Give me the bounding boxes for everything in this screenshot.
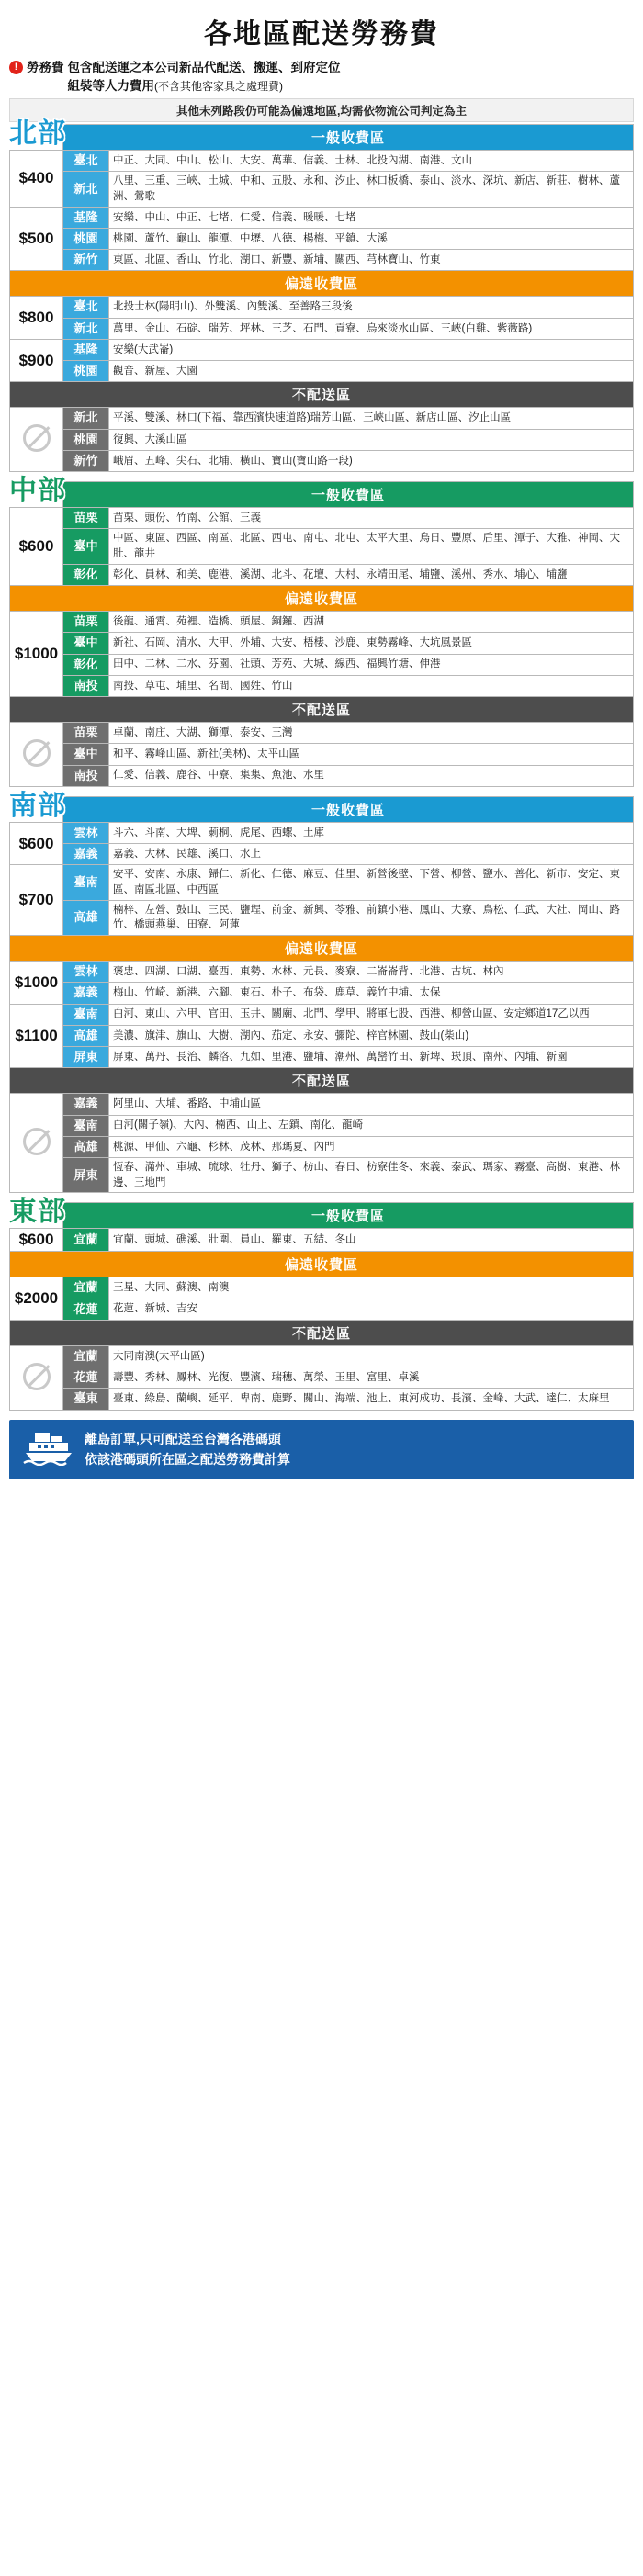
fee-note-label: 勞務費 [27, 61, 64, 74]
areas-cell: 嘉義、大林、民雄、溪口、水上 [109, 844, 634, 865]
fee-note-line2: 組裝等人力費用 [67, 78, 154, 93]
city-cell: 彰化 [63, 564, 109, 585]
region-north [9, 118, 634, 472]
region-central [9, 476, 634, 787]
section-head-normal: 一般收費區 [63, 1203, 634, 1229]
section-head-remote: 偏遠收費區 [10, 271, 634, 297]
city-cell: 宜蘭 [63, 1277, 109, 1299]
fee-note-line1: 包含配送運之本公司新品代配送、搬運、到府定位 [67, 61, 341, 74]
city-cell: 臺南 [63, 865, 109, 900]
areas-cell: 白河、東山、六甲、官田、玉井、關廟、北門、學甲、將軍七股、西港、柳營山區、安定鄉道17乙以西 [109, 1004, 634, 1025]
section-head-remote: 偏遠收費區 [10, 1252, 634, 1277]
region-south [9, 790, 634, 1194]
region-east-table [9, 1202, 634, 1410]
city-cell: 嘉義 [63, 844, 109, 865]
no-entry-icon [23, 739, 51, 767]
areas-cell: 白河(關子嶺)、大內、楠西、山上、左鎮、南化、龍崎 [109, 1115, 634, 1136]
city-cell: 桃園 [63, 429, 109, 450]
city-cell: 新北 [63, 172, 109, 207]
ship-icon [22, 1429, 75, 1470]
price-cell: $1100 [10, 1004, 63, 1068]
city-cell: 雲林 [63, 962, 109, 983]
price-cell: $900 [10, 339, 63, 382]
areas-cell: 峨眉、五峰、尖石、北埔、橫山、寶山(寶山路一段) [109, 450, 634, 471]
areas-cell: 梅山、竹崎、新港、六腳、東石、朴子、布袋、鹿草、義竹中埔、太保 [109, 983, 634, 1004]
areas-cell: 宜蘭、頭城、礁溪、壯圍、員山、羅東、五結、冬山 [109, 1229, 634, 1252]
region-label-east: 東部 [9, 1197, 66, 1228]
no-entry-icon [23, 1363, 51, 1390]
areas-cell: 三星、大同、蘇澳、南澳 [109, 1277, 634, 1299]
footer-text [85, 1429, 290, 1470]
areas-cell: 臺東、綠島、蘭嶼、延平、卑南、鹿野、關山、海端、池上、東河成功、長濱、金峰、大武、達仁、太麻里 [109, 1389, 634, 1410]
city-cell: 彰化 [63, 654, 109, 675]
areas-cell: 斗六、斗南、大埤、莿桐、虎尾、西螺、土庫 [109, 822, 634, 843]
section-head-normal: 一般收費區 [63, 482, 634, 508]
areas-cell: 復興、大溪山區 [109, 429, 634, 450]
city-cell: 雲林 [63, 822, 109, 843]
areas-cell: 卓蘭、南庄、大湖、獅潭、泰安、三灣 [109, 723, 634, 744]
footer-banner [9, 1420, 634, 1479]
section-head-nodeliver: 不配送區 [10, 382, 634, 408]
areas-cell: 和平、霧峰山區、新社(美林)、太平山區 [109, 744, 634, 765]
fee-note [9, 59, 634, 95]
section-head-nodeliver: 不配送區 [10, 697, 634, 723]
city-cell: 基隆 [63, 339, 109, 360]
region-label-north: 北部 [9, 118, 66, 150]
areas-cell: 後龍、通霄、苑裡、造橋、頭屋、銅鑼、西湖 [109, 612, 634, 633]
areas-cell: 安樂(大武崙) [109, 339, 634, 360]
areas-cell: 北投士林(陽明山)、外雙溪、內雙溪、至善路三段後 [109, 297, 634, 318]
areas-cell: 美濃、旗津、旗山、大樹、湖內、茄定、永安、彌陀、梓官林園、鼓山(柴山) [109, 1025, 634, 1046]
region-label-central: 中部 [9, 476, 66, 507]
areas-cell: 壽豐、秀林、鳳林、光復、豐濱、瑞穗、萬榮、玉里、富里、卓溪 [109, 1367, 634, 1389]
areas-cell: 平溪、雙溪、林口(下福、靠西濱快速道路)瑞芳山區、三峽山區、新店山區、汐止山區 [109, 408, 634, 429]
section-head-normal: 一般收費區 [63, 125, 634, 151]
price-cell: $700 [10, 865, 63, 936]
city-cell: 宜蘭 [63, 1345, 109, 1367]
city-cell: 屏東 [63, 1047, 109, 1068]
areas-cell: 屏東、萬丹、長治、麟洛、九如、里港、鹽埔、潮州、萬巒竹田、新埤、崁頂、南州、內埔、新園 [109, 1047, 634, 1068]
price-cell: $400 [10, 151, 63, 208]
city-cell: 桃園 [63, 228, 109, 249]
price-cell: $600 [10, 822, 63, 865]
city-cell: 臺東 [63, 1389, 109, 1410]
areas-cell: 桃園、蘆竹、龜山、龍潭、中壢、八德、楊梅、平鎮、大溪 [109, 228, 634, 249]
areas-cell: 阿里山、大埔、番路、中埔山區 [109, 1094, 634, 1115]
no-delivery-icon-cell [10, 723, 63, 787]
region-north-table [9, 124, 634, 472]
city-cell: 新竹 [63, 450, 109, 471]
section-head-remote: 偏遠收費區 [10, 586, 634, 612]
areas-cell: 大同南澳(太平山區) [109, 1345, 634, 1367]
section-head-nodeliver: 不配送區 [10, 1320, 634, 1345]
footer-line1: 離島訂單,只可配送至台灣各港碼頭 [85, 1431, 281, 1446]
region-south-table [9, 796, 634, 1194]
areas-cell: 中正、大同、中山、松山、大安、萬華、信義、士林、北投內湖、南港、文山 [109, 151, 634, 172]
city-cell: 嘉義 [63, 983, 109, 1004]
city-cell: 苗栗 [63, 723, 109, 744]
areas-cell: 恆春、滿州、車城、琉球、牡丹、獅子、枋山、春日、枋寮佳冬、來義、泰武、瑪家、霧臺、高樹、東港、林邊、三地門 [109, 1158, 634, 1193]
city-cell: 臺南 [63, 1004, 109, 1025]
areas-cell: 彰化、員林、和美、鹿港、溪湖、北斗、花壇、大村、永靖田尾、埔鹽、溪州、秀水、埔心、埔鹽 [109, 564, 634, 585]
no-delivery-icon-cell [10, 1094, 63, 1193]
no-delivery-icon-cell [10, 1345, 63, 1410]
areas-cell: 田中、二林、二水、芬園、社頭、芳苑、大城、線西、福興竹塘、伸港 [109, 654, 634, 675]
city-cell: 苗栗 [63, 508, 109, 529]
no-entry-icon [23, 424, 51, 452]
areas-cell: 苗栗、頭份、竹南、公館、三義 [109, 508, 634, 529]
city-cell: 宜蘭 [63, 1229, 109, 1252]
region-label-south: 南部 [9, 790, 66, 821]
exclamation-icon: ! [9, 61, 23, 74]
city-cell: 花蓮 [63, 1367, 109, 1389]
price-cell: $2000 [10, 1277, 63, 1321]
areas-cell: 花蓮、新城、吉安 [109, 1299, 634, 1320]
city-cell: 臺中 [63, 529, 109, 564]
section-head-nodeliver: 不配送區 [10, 1068, 634, 1094]
city-cell: 臺中 [63, 633, 109, 654]
fee-note-sub: (不含其他客家具之處理費) [154, 79, 283, 93]
areas-cell: 八里、三重、三峽、土城、中和、五股、永和、汐止、林口板橋、泰山、淡水、深坑、新店、新莊、樹林、蘆洲、鶯歌 [109, 172, 634, 207]
price-cell: $500 [10, 207, 63, 271]
city-cell: 基隆 [63, 207, 109, 228]
price-cell: $600 [10, 1229, 63, 1252]
areas-cell: 萬里、金山、石碇、瑞芳、坪林、三芝、石門、貢寮、烏來淡水山區、三峽(白雞、紫薇路) [109, 318, 634, 339]
areas-cell: 南投、草屯、埔里、名間、國姓、竹山 [109, 675, 634, 696]
footer-line2: 依該港碼頭所在區之配送勞務費計算 [85, 1452, 290, 1468]
rule-bar: 其他未列路段仍可能為偏遠地區,均需依物流公司判定為主 [9, 98, 634, 122]
no-delivery-icon-cell [10, 408, 63, 472]
city-cell: 新北 [63, 318, 109, 339]
city-cell: 南投 [63, 675, 109, 696]
fee-note-body [68, 59, 635, 95]
city-cell: 高雄 [63, 1136, 109, 1157]
areas-cell: 東區、北區、香山、竹北、湖口、新豐、新埔、關西、芎林寶山、竹東 [109, 250, 634, 271]
price-cell: $600 [10, 508, 63, 586]
city-cell: 新竹 [63, 250, 109, 271]
city-cell: 苗栗 [63, 612, 109, 633]
city-cell: 新北 [63, 408, 109, 429]
page-title: 各地區配送勞務費 [204, 19, 439, 50]
section-head-normal: 一般收費區 [63, 796, 634, 822]
section-head-remote: 偏遠收費區 [10, 936, 634, 962]
areas-cell: 觀音、新屋、大園 [109, 361, 634, 382]
city-cell: 臺中 [63, 744, 109, 765]
areas-cell: 安平、安南、永康、歸仁、新化、仁德、麻豆、佳里、新營後壁、下營、柳營、鹽水、善化、新市、安定、東區、南區北區、中西區 [109, 865, 634, 900]
city-cell: 嘉義 [63, 1094, 109, 1115]
price-cell: $800 [10, 297, 63, 340]
areas-cell: 新社、石岡、清水、大甲、外埔、大安、梧棲、沙鹿、東勢霧峰、大坑風景區 [109, 633, 634, 654]
city-cell: 花蓮 [63, 1299, 109, 1320]
areas-cell: 中區、東區、西區、南區、北區、西屯、南屯、北屯、太平大里、烏日、豐原、后里、潭子、大雅、神岡、大肚、龍井 [109, 529, 634, 564]
city-cell: 高雄 [63, 900, 109, 935]
city-cell: 屏東 [63, 1158, 109, 1193]
areas-cell: 桃源、甲仙、六龜、杉林、茂林、那瑪夏、內門 [109, 1136, 634, 1157]
city-cell: 臺南 [63, 1115, 109, 1136]
city-cell: 桃園 [63, 361, 109, 382]
city-cell: 南投 [63, 765, 109, 786]
price-cell: $1000 [10, 612, 63, 697]
areas-cell: 楠梓、左營、鼓山、三民、鹽埕、前金、新興、苓雅、前鎮小港、鳳山、大寮、鳥松、仁武、大社、岡山、路竹、橋頭燕巢、田寮、阿蓮 [109, 900, 634, 935]
region-east [9, 1197, 634, 1410]
areas-cell: 仁愛、信義、鹿谷、中寮、集集、魚池、水里 [109, 765, 634, 786]
region-central-table [9, 481, 634, 787]
city-cell: 臺北 [63, 297, 109, 318]
no-entry-icon [23, 1128, 51, 1155]
areas-cell: 安樂、中山、中正、七堵、仁愛、信義、暖暖、七堵 [109, 207, 634, 228]
areas-cell: 褒忠、四湖、口湖、臺西、東勢、水林、元長、麥寮、二崙崙背、北港、古坑、林內 [109, 962, 634, 983]
city-cell: 臺北 [63, 151, 109, 172]
price-cell: $1000 [10, 962, 63, 1005]
city-cell: 高雄 [63, 1025, 109, 1046]
